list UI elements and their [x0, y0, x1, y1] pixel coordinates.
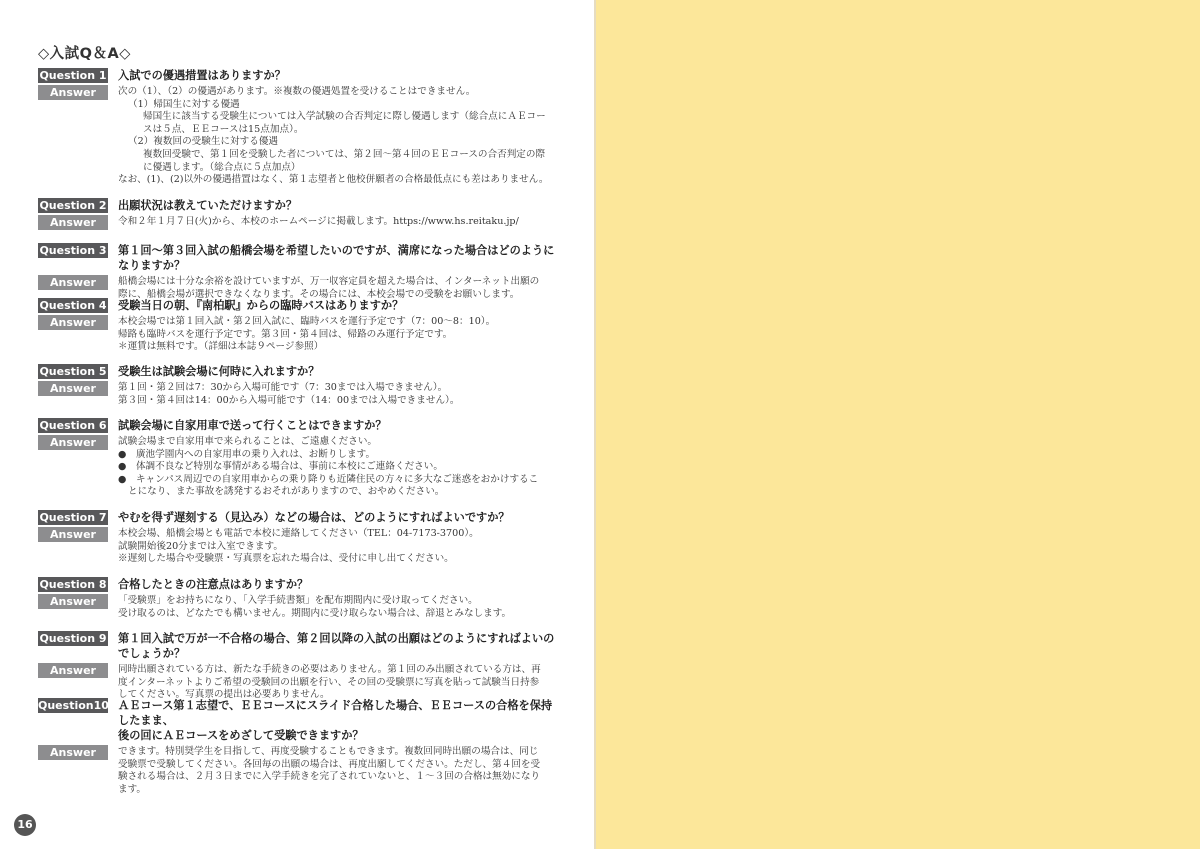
question-label: Question 1 — [39, 69, 107, 82]
qa-item — [38, 364, 558, 407]
question-text: 入試での優遇措置はありますか？ — [118, 69, 286, 82]
question-label: Question 7 — [39, 511, 107, 524]
answer-text — [118, 528, 479, 566]
answer-line: 複数回受験で、第１回を受験した者については、第２回～第４回のＥＥコースの合否判定の際 — [143, 148, 546, 160]
answer-text — [118, 436, 538, 499]
answer-line: ● キャンパス周辺での自家用車からの乗り降りも近隣住民の方々に多大なご迷惑をおかけするこ — [118, 473, 539, 485]
answer-line: 帰路も臨時バスを運行予定です。第３回・第４回は、帰路のみ運行予定です。 — [118, 328, 453, 340]
answer-label: Answer — [38, 663, 108, 678]
answer-text — [118, 664, 541, 702]
left-page — [0, 0, 596, 849]
answer-row — [38, 592, 558, 620]
answer-line: 受け取るのは、どなたでも構いません。期間内に受け取らない場合は、辞退とみなします。 — [118, 607, 512, 619]
answer-line: （1）帰国生に対する優遇 — [128, 98, 240, 110]
qa-item — [38, 68, 558, 187]
answer-row — [38, 433, 558, 499]
qa-item — [38, 631, 558, 702]
answer-line: に優遇します。（総合点に５点加点） — [143, 161, 301, 173]
qa-item — [38, 298, 558, 354]
answer-line: 「受験票」をお持ちになり、「入学手続書類」を配布期間内に受け取ってください。 — [118, 595, 478, 606]
answer-label: Answer — [38, 381, 108, 396]
qa-item — [38, 698, 558, 796]
question-row — [38, 631, 558, 661]
question-row — [38, 510, 558, 525]
qa-item — [38, 418, 558, 499]
answer-row — [38, 379, 558, 407]
answer-label: Answer — [38, 275, 108, 290]
answer-row — [38, 743, 558, 796]
answer-line: なお、(1)、(2)以外の優遇措置はなく、第１志望者と他校併願者の合格最低点にも差はありません。 — [118, 174, 549, 186]
answer-line: 船橋会場には十分な余裕を設けていますが、万一収容定員を超えた場合は、インターネット出願の — [118, 276, 540, 287]
question-row — [38, 298, 558, 313]
qa-item — [38, 510, 558, 566]
answer-line: とになり、また事故を誘発するおそれがありますので、おやめください。 — [128, 486, 445, 498]
question-row — [38, 243, 558, 273]
answer-line: 試験会場まで自家用車で来られることは、ご遠慮ください。 — [118, 436, 378, 447]
qa-item — [38, 577, 558, 620]
question-text: 第１回入試で万が一不合格の場合、第２回以降の入試の出願はどのようにすればよいのでしょうか？ — [118, 632, 555, 660]
right-page-blank — [596, 0, 1200, 849]
answer-row — [38, 661, 558, 702]
answer-row — [38, 313, 558, 354]
answer-text — [118, 216, 519, 229]
answer-text — [118, 382, 459, 407]
question-row — [38, 68, 558, 83]
answer-text — [118, 595, 511, 620]
answer-line: 帰国生に該当する受験生については入学試験の合否判定に際し優遇します（総合点にＡＥコー — [143, 111, 546, 123]
question-label: Question 8 — [39, 578, 107, 591]
answer-line: 次の（1）、（2）の優遇があります。※複数の優遇処置を受けることはできません。 — [118, 86, 476, 97]
answer-label: Answer — [38, 85, 108, 100]
answer-text — [118, 86, 549, 187]
question-label: Question 2 — [39, 199, 107, 212]
answer-line: 度インターネットよりご希望の受験回の出願を行い、その回の受験票に写真を貼って試験当日持参 — [118, 676, 540, 688]
answer-line: ● 廣池学園内への自家用車の乗り入れは、お断りします。 — [118, 448, 376, 460]
answer-line: 第３回・第４回は14：00から入場可能です（14：00までは入場できません）。 — [118, 394, 460, 406]
question-row — [38, 577, 558, 592]
answer-label: Answer — [38, 745, 108, 760]
answer-line: 第１回・第２回は7：30から入場可能です（7：30までは入場できません）。 — [118, 382, 448, 393]
question-label: Question10 — [38, 699, 109, 712]
question-label: Question 4 — [39, 299, 107, 312]
answer-row — [38, 525, 558, 566]
question-label: Question 9 — [39, 632, 107, 645]
question-label: Question 6 — [39, 419, 107, 432]
answer-line: ● 体調不良など特別な事情がある場合は、事前に本校にご連絡ください。 — [118, 461, 443, 473]
qa-item — [38, 243, 558, 301]
answer-line: ※遅刻した場合や受験票・写真票を忘れた場合は、受付に申し出てください。 — [118, 553, 454, 565]
section-title: ◇入試Q＆A◇ — [38, 46, 131, 62]
answer-row — [38, 83, 558, 187]
question-row — [38, 198, 558, 213]
question-text: 合格したときの注意点はありますか？ — [118, 578, 309, 591]
question-row — [38, 418, 558, 433]
answer-label: Answer — [38, 435, 108, 450]
qa-item — [38, 198, 558, 230]
answer-line: スは５点、ＥＥコースは15点加点）。 — [143, 123, 304, 135]
question-text: 受験当日の朝、『南柏駅』からの臨時バスはありますか？ — [118, 299, 404, 312]
page-number: 16 — [14, 814, 36, 836]
question-row — [38, 698, 558, 743]
answer-text — [118, 316, 495, 354]
answer-line: ＊運賃は無料です。（詳細は本誌９ページ参照） — [118, 341, 324, 353]
answer-label: Answer — [38, 527, 108, 542]
answer-line: 受験票で受験してください。各回毎の出願の場合は、再度出願してください。ただし、第４回を受 — [118, 758, 541, 770]
answer-row — [38, 273, 558, 301]
answer-text — [118, 746, 540, 796]
question-label: Question 3 — [39, 244, 107, 257]
question-label: Question 5 — [39, 365, 107, 378]
question-text: やむを得ず遅刻する（見込み）などの場合は、どのようにすればよいですか？ — [118, 511, 510, 524]
answer-line: 本校会場、船橋会場とも電話で本校に連絡してください（TEL：04-7173-3700）。 — [118, 528, 479, 539]
question-text: ＡＥコース第１志望で、ＥＥコースにスライド合格した場合、ＥＥコースの合格を保持したまま、 後の回にＡＥコースをめざして受験できますか？ — [118, 699, 553, 742]
answer-label: Answer — [38, 594, 108, 609]
question-row — [38, 364, 558, 379]
question-text: 受験生は試験会場に何時に入れますか？ — [118, 365, 320, 378]
answer-line: 令和２年１月７日(火)から、本校のホームページに掲載します。https://www.hs.reitaku.jp/ — [118, 216, 519, 227]
answer-label: Answer — [38, 315, 108, 330]
answer-line: 同時出願されている方は、新たな手続きの必要はありません。第１回のみ出願されている方は、再 — [118, 664, 541, 675]
answer-line: してください。写真票の提出は必要ありません。 — [118, 689, 330, 701]
answer-line: 際に、船橋会場が選択できなくなります。その場合には、本校会場での受験をお願いします。 — [118, 288, 520, 300]
question-text: 第１回～第３回入試の船橋会場を希望したいのですが、満席になった場合はどのようになりますか？ — [118, 244, 555, 272]
answer-row — [38, 213, 558, 230]
question-text: 出願状況は教えていただけますか？ — [118, 199, 298, 212]
answer-line: （2）複数回の受験生に対する優遇 — [128, 136, 279, 148]
answer-line: 試験開始後20分までは入室できます。 — [118, 540, 283, 552]
answer-label: Answer — [38, 215, 108, 230]
answer-line: ます。 — [118, 783, 147, 795]
question-text: 試験会場に自家用車で送って行くことはできますか？ — [118, 419, 387, 432]
answer-line: できます。特別奨学生を目指して、再度受験することもできます。複数回同時出願の場合は、同じ — [118, 746, 539, 757]
answer-line: 本校会場では第１回入試・第２回入試に、臨時バスを運行予定です（7：00～8：10）。 — [118, 316, 496, 327]
answer-line: 験される場合は、２月３日までに入学手続きを完了されていないと、１～３回の合格は無効になり — [118, 771, 541, 783]
